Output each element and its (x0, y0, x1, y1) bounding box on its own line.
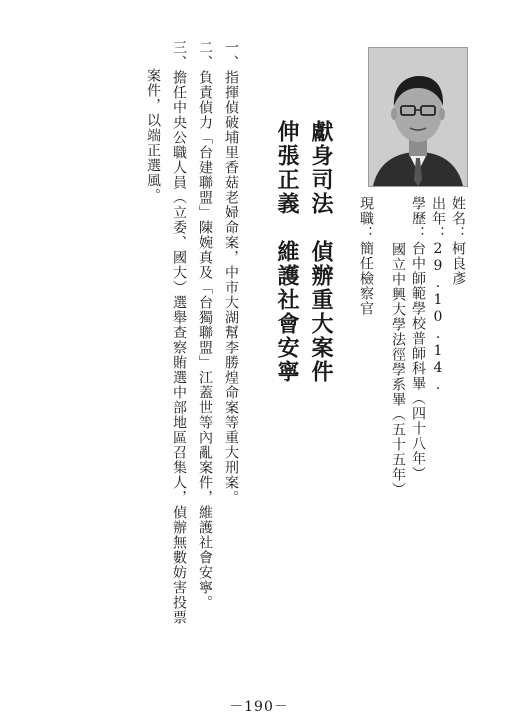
list-item-number: 一、 (223, 40, 239, 70)
list-item-1 (224, 40, 238, 505)
portrait-image (369, 48, 467, 186)
portrait-photo (368, 47, 468, 187)
profile-job: 現職：簡任檢察官 (358, 196, 374, 316)
profile-name: 姓名：柯良彥 (450, 196, 466, 286)
profile-education-2: 國立中興大學法徑學系畢（五十五年） (390, 242, 406, 497)
list-item-3-continuation: 案件，以端正選風。 (145, 68, 161, 203)
list-item-2 (198, 40, 212, 610)
list-item-text: 負責偵力「台建聯盟」陳婉真及「台獨聯盟」江蓋世等內亂案件，維護社會安寧。 (197, 70, 213, 610)
list-item-text: 擔任中央公職人員（立委、國大）選舉查察賄選中部地區召集人，偵辦無數妨害投票 (171, 70, 187, 625)
list-item-number: 三、 (171, 40, 187, 70)
list-item-number: 二、 (197, 40, 213, 70)
profile-education-1: 學歷：台中師範學校普師科畢（四十八年） (410, 196, 426, 481)
list-item-text: 指揮偵破埔里香菇老婦命案，中市大湖幫李勝煌命案等重大刑案。 (223, 70, 239, 505)
list-item-3 (172, 40, 186, 625)
heading-line-2: 伸張正義 維護社會安寧 (274, 120, 300, 384)
heading-line-1: 獻身司法 偵辦重大案件 (308, 120, 334, 384)
page-number: －190－ (229, 699, 289, 715)
profile-birth: 出年：29.10.14. (430, 196, 446, 394)
